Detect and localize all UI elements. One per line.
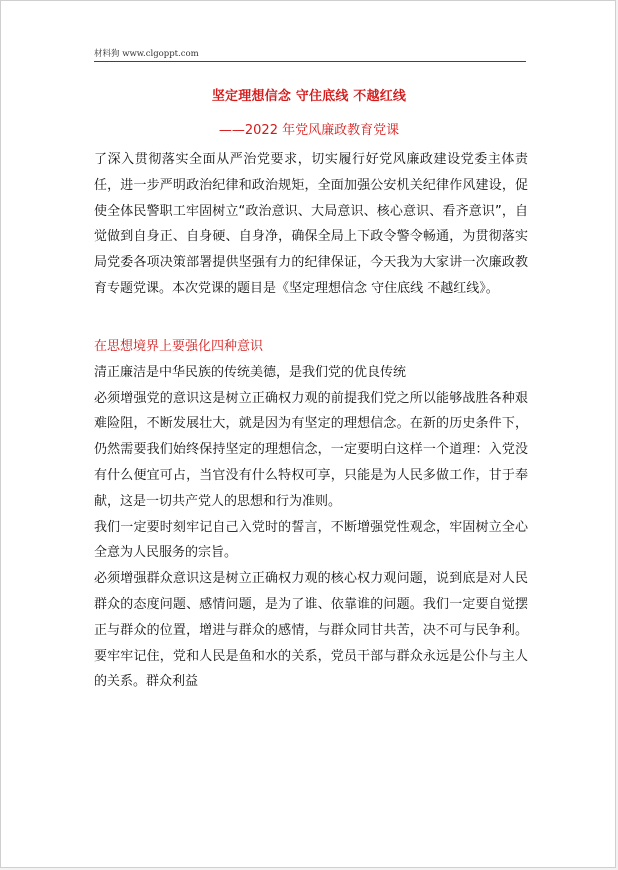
section-paragraph-4: 必须增强群众意识这是树立正确权力观的核心权力观问题，说到底是对人民群众的态度问题、感情问题，是为了谁、依靠谁的问题。我们一定要自觉摆正与群众的位置，增进与群众的感情，与群众同甘共苦，决不可与民争利。要牢牢记住，党和人民是鱼和水的关系，党员干部与群众永远是公仆与主人的关系。群众利益	[94, 571, 528, 690]
intro-paragraph: 了深入贯彻落实全面从严治党要求，切实履行好党风廉政建设党委主体责任，进一步严明政治纪律和政治规矩，全面加强公安机关纪律作风建设，促使全体民警职工牢固树立“政治意识、大局意识、核心意识、看齐意识”，自觉做到自身正、自身硬、自身净，确保全局上下政令警令畅通，为贯彻落实局党委各项决策部署提供坚强有力的纪律保证，今天我为大家讲一次廉政教育专题党课。本次党课的题目是《坚定理想信念 守住底线 不越红线》。	[94, 152, 528, 296]
page-header: 材料狗 www.clgoppt.com	[94, 49, 199, 59]
section-paragraph-2: 必须增强党的意识这是树立正确权力观的前提我们党之所以能够战胜各种艰难险阻，不断发展壮大，就是因为有坚定的理想信念。在新的历史条件下，仍然需要我们始终保持坚定的理想信念，一定要明白这样一个道理：入党没有什么便宜可占，当官没有什么特权可享，只能是为人民多做工作，甘于奉献，这是一切共产党人的思想和行为准则。	[94, 390, 528, 509]
section-paragraph-3: 我们一定要时刻牢记自己入党时的誓言，不断增强党性观念，牢固树立全心全意为人民服务的宗旨。	[94, 519, 528, 561]
header-divider	[94, 61, 526, 62]
document-title: 坚定理想信念 守住底线 不越红线	[211, 89, 407, 104]
document-body	[94, 147, 528, 695]
section-paragraph-1: 清正廉洁是中华民族的传统美德，是我们党的优良传统	[94, 364, 407, 380]
section-heading: 在思想境界上要强化四种意识	[94, 338, 264, 354]
document-subtitle: ——2022 年党风廉政教育党课	[218, 123, 400, 138]
